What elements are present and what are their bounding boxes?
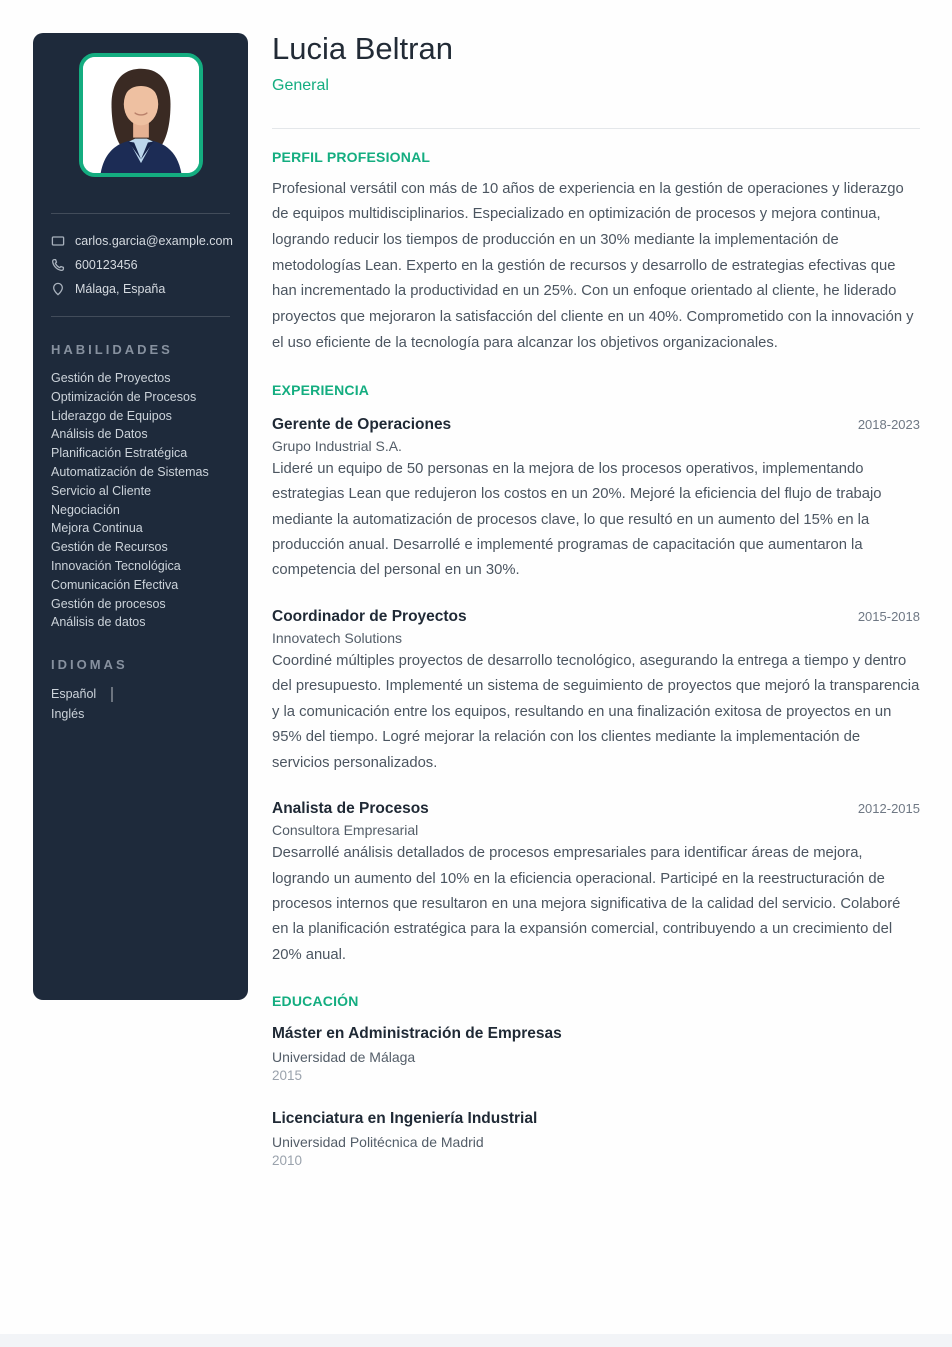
- education-entry: [272, 1110, 920, 1168]
- experience-entry: [272, 416, 920, 584]
- skills-list: [51, 369, 230, 632]
- experience-entry-header: [272, 608, 920, 626]
- job-title: Analista de Procesos: [272, 800, 429, 818]
- language-item: [51, 705, 230, 725]
- skill-item: Análisis de Datos: [51, 427, 148, 442]
- experience-entry: [272, 608, 920, 776]
- location-pin-icon: [51, 282, 65, 296]
- text-cursor: [111, 687, 113, 702]
- skill-item: Automatización de Sistemas: [51, 464, 209, 479]
- envelope-icon: [51, 234, 65, 248]
- skill-item: Servicio al Cliente: [51, 483, 152, 498]
- profile-photo: [79, 53, 203, 177]
- job-dates: 2015-2018: [857, 608, 920, 624]
- language-label: Español: [51, 687, 97, 702]
- contact-phone-row: [51, 258, 230, 272]
- experience-entry: [272, 800, 920, 968]
- job-description: Lideré un equipo de 50 personas en la mejora de los procesos operativos, implementando estrategias Lean que redujeron los costos en un 20%. Mejoré la eficiencia del flujo de trabajo mediante la automatización de procesos clave, lo que resultó en un aumento del 15% en la producción anual. Desarrollé e implementé programas de capacitación que aumentaron la competencia del personal en un 30%.: [272, 460, 882, 579]
- candidate-name: Lucia Beltran: [272, 31, 453, 66]
- skill-item: Análisis de datos: [51, 615, 146, 630]
- languages-list: [51, 685, 230, 724]
- education-school: Universidad de Málaga: [272, 1049, 416, 1066]
- contact-phone: 600123456: [75, 258, 138, 272]
- education-degree: Máster en Administración de Empresas: [272, 1025, 562, 1043]
- education-entry: [272, 1025, 920, 1083]
- main-content: [272, 33, 920, 1168]
- contact-email: carlos.garcia@example.com: [75, 234, 233, 248]
- skill-item: Mejora Continua: [51, 521, 143, 536]
- skill-item: Optimización de Procesos: [51, 389, 197, 404]
- skill-item: Gestión de Recursos: [51, 540, 168, 555]
- job-company: Consultora Empresarial: [272, 822, 419, 839]
- skill-item: Innovación Tecnológica: [51, 558, 181, 573]
- education-school: Universidad Politécnica de Madrid: [272, 1134, 484, 1151]
- header-divider: [272, 128, 920, 129]
- contact-info: [51, 234, 233, 296]
- job-dates: 2012-2015: [857, 801, 920, 817]
- education-year: 2010: [272, 1153, 303, 1169]
- experience-entry-header: [272, 416, 920, 434]
- job-dates: 2018-2023: [857, 416, 920, 432]
- skill-item: Liderazgo de Equipos: [51, 408, 172, 423]
- language-label: Inglés: [51, 706, 85, 721]
- contact-email-row: [51, 234, 233, 248]
- experience-section-title: EXPERIENCIA: [272, 381, 370, 398]
- sidebar-divider-top: [51, 213, 230, 214]
- education-section-title: EDUCACIÓN: [272, 993, 359, 1010]
- job-description: Coordiné múltiples proyectos de desarrollo tecnológico, asegurando la entrega a tiempo y dentro del presupuesto. Implementé un sistema de seguimiento de proyectos que mejoró la transparencia y la comunicación entre los equipos, resultando en una finalización exitosa de proyectos en un 95% del tiempo. Logré mejorar la relación con los clientes mediante la implementación de servicios personalizados.: [272, 652, 920, 771]
- skills-section-title: HABILIDADES: [51, 342, 173, 357]
- education-degree: Licenciatura en Ingeniería Industrial: [272, 1110, 538, 1128]
- skill-item: Gestión de procesos: [51, 596, 166, 611]
- sidebar: [33, 33, 248, 1000]
- job-title: Coordinador de Proyectos: [272, 607, 467, 625]
- job-description: Desarrollé análisis detallados de procesos empresariales para identificar áreas de mejora, logrando un aumento del 10% en la eficiencia operacional. Participé en la reestructuración de procesos internos que resultaron en una mejora significativa de la calidad del servicio. Colaboré en la planificación estratégica para la expansión comercial, contribuyendo a un crecimiento del 20% anual.: [272, 845, 901, 963]
- phone-icon: [51, 258, 65, 272]
- contact-location-row: [51, 282, 230, 296]
- language-item: [51, 685, 230, 705]
- candidate-subtitle: General: [272, 76, 329, 94]
- skill-item: Planificación Estratégica: [51, 446, 188, 461]
- skill-item: Gestión de Proyectos: [51, 371, 171, 385]
- sidebar-divider-bottom: [51, 316, 230, 317]
- education-year: 2015: [272, 1068, 303, 1084]
- job-company: Innovatech Solutions: [272, 629, 402, 646]
- profile-photo-illustration: [83, 57, 199, 173]
- job-company: Grupo Industrial S.A.: [272, 437, 402, 454]
- languages-section-title: IDIOMAS: [51, 657, 128, 673]
- contact-location: Málaga, España: [75, 282, 166, 296]
- profile-section-title: PERFIL PROFESIONAL: [272, 148, 431, 165]
- job-title: Gerente de Operaciones: [272, 415, 452, 433]
- experience-entry-header: [272, 800, 920, 818]
- skill-item: Negociación: [51, 502, 120, 517]
- profile-text: Profesional versátil con más de 10 años de experiencia en la gestión de operaciones y liderazgo de equipos multidisciplinarios. Especializado en optimización de procesos y mejora continua, logrando reducir los tiempos de producción en un 30% mediante la implementación de metodologías Lean. Experto en la gestión de recursos y desarrollo de estrategias efectivas que han incrementado la productividad en un 25%. Con un enfoque orientado al cliente, he liderado proyectos que mejoraron la satisfacción del cliente en un 40%. Comprometido con la innovación y el uso eficiente de la tecnología para alcanzar los objetivos organizacionales.: [272, 180, 914, 351]
- skill-item: Comunicación Efectiva: [51, 577, 179, 592]
